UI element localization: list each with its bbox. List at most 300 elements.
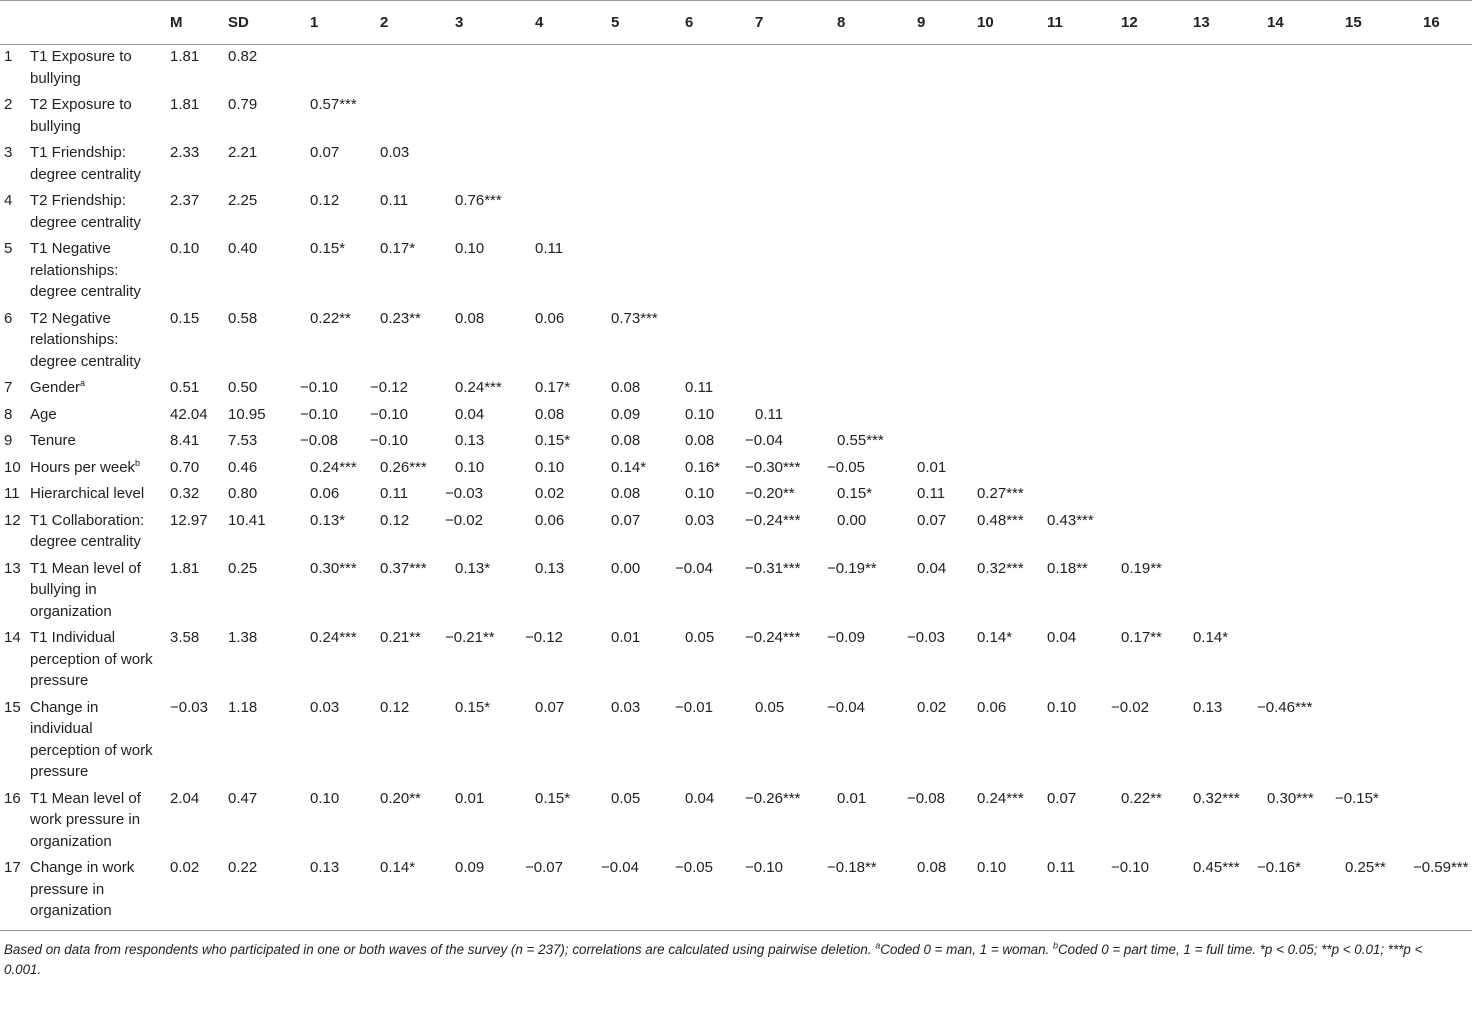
correlation-cell: 0.15* — [455, 698, 491, 716]
correlation-cell — [953, 456, 1023, 483]
correlation-cell — [587, 141, 661, 189]
column-header: 7 — [731, 1, 813, 45]
correlation-cell — [1399, 429, 1472, 456]
correlation-cell — [356, 93, 431, 141]
correlation-cell — [511, 141, 587, 189]
correlation-cell — [1243, 482, 1321, 509]
mean-cell: −0.03 — [170, 698, 208, 716]
row-label-text: Hierarchical level — [30, 485, 145, 502]
sd-cell: 10.41 — [228, 511, 266, 529]
correlation-cell: 0.23** — [380, 309, 421, 327]
row-label-text: T2 Exposure to bullying — [30, 96, 132, 135]
correlation-cell: 0.10 — [685, 485, 715, 502]
sd-cell: 0.50 — [228, 379, 258, 396]
correlation-cell: −0.46*** — [1257, 698, 1313, 716]
correlation-cell: 0.05 — [755, 698, 785, 716]
correlation-cell: −0.10 — [300, 405, 338, 423]
correlation-cell: 0.03 — [611, 698, 641, 716]
row-number: 7 — [4, 379, 13, 396]
correlation-cell — [893, 307, 953, 377]
correlation-cell: 0.24*** — [455, 379, 502, 396]
correlation-cell: 0.01 — [917, 458, 947, 476]
correlation-cell: 0.11 — [535, 240, 564, 257]
correlation-cell: 0.30*** — [1267, 789, 1314, 807]
correlation-cell: 0.07 — [917, 511, 947, 529]
correlation-cell: 0.06 — [310, 485, 340, 502]
correlation-cell — [1169, 403, 1243, 430]
correlation-cell — [813, 45, 893, 94]
correlation-cell — [953, 376, 1023, 403]
correlation-cell: 0.07 — [1047, 789, 1077, 807]
correlation-cell: 0.13 — [455, 432, 485, 449]
sd-cell: 0.25 — [228, 559, 258, 577]
correlation-cell — [587, 93, 661, 141]
column-header: 8 — [813, 1, 893, 45]
row-number: 6 — [4, 309, 13, 327]
correlation-cell — [1321, 429, 1399, 456]
correlation-cell: −0.19** — [827, 559, 877, 577]
footnote-sup-a: a — [875, 940, 881, 951]
column-header: 11 — [1023, 1, 1097, 45]
correlation-cell — [1399, 626, 1472, 696]
correlation-cell — [1097, 429, 1169, 456]
correlation-cell — [1243, 429, 1321, 456]
column-header: 10 — [953, 1, 1023, 45]
correlation-cell — [1321, 626, 1399, 696]
correlation-cell: 0.55*** — [837, 432, 884, 449]
correlation-cell: −0.30*** — [745, 458, 801, 476]
correlation-cell — [1399, 482, 1472, 509]
correlation-cell: 0.11 — [380, 485, 409, 502]
column-header: 14 — [1243, 1, 1321, 45]
row-number: 10 — [4, 458, 21, 476]
correlation-cell: 0.11 — [685, 379, 714, 396]
correlation-cell: −0.10 — [300, 379, 338, 396]
correlation-cell: 0.14* — [977, 629, 1013, 646]
correlation-cell: 0.08 — [535, 405, 565, 423]
mean-cell: 12.97 — [170, 511, 208, 529]
correlation-cell — [1399, 93, 1472, 141]
correlation-cell: −0.10 — [731, 856, 813, 930]
correlation-cell: −0.05 — [661, 856, 731, 930]
correlation-cell: −0.02 — [445, 511, 483, 529]
table-row — [0, 557, 1472, 627]
correlation-cell: 0.09 — [611, 405, 641, 423]
correlation-cell: 0.76*** — [455, 192, 502, 209]
correlation-cell: 0.05 — [611, 789, 641, 807]
correlation-cell: −0.02 — [1111, 698, 1149, 716]
correlation-cell: 0.03 — [685, 511, 715, 529]
correlation-cell — [587, 189, 661, 237]
correlation-cell — [731, 141, 813, 189]
correlation-cell — [1169, 189, 1243, 237]
correlation-cell: 0.26*** — [380, 458, 427, 476]
correlation-cell — [1169, 376, 1243, 403]
row-number: 5 — [4, 240, 13, 257]
correlation-cell — [953, 93, 1023, 141]
correlation-cell: 0.15* — [535, 789, 571, 807]
correlation-cell: −0.05 — [827, 458, 865, 476]
row-number: 2 — [4, 96, 13, 113]
correlation-cell: 0.04 — [1047, 629, 1077, 646]
row-label — [30, 482, 162, 509]
row-label — [30, 93, 162, 141]
correlation-cell — [1169, 141, 1243, 189]
row-label — [30, 189, 162, 237]
sd-cell: 1.38 — [228, 629, 258, 646]
correlation-cell: −0.10 — [370, 432, 408, 449]
correlation-cell: 0.30*** — [310, 559, 357, 577]
row-number: 14 — [4, 629, 21, 646]
correlation-cell: 0.04 — [917, 559, 947, 577]
correlation-cell — [1321, 509, 1399, 557]
correlation-cell — [731, 237, 813, 307]
mean-cell: 2.37 — [170, 192, 200, 209]
correlation-cell — [511, 45, 587, 94]
mean-cell: 1.81 — [170, 559, 200, 577]
row-label-text: T2 Friendship: degree centrality — [30, 192, 141, 231]
correlation-cell — [1321, 93, 1399, 141]
correlation-cell: −0.20** — [745, 485, 795, 502]
correlation-cell — [813, 93, 893, 141]
correlation-cell — [731, 93, 813, 141]
row-number: 9 — [4, 432, 13, 449]
correlation-cell — [1321, 376, 1399, 403]
correlation-cell: 0.01 — [611, 629, 641, 646]
correlation-cell — [1321, 403, 1399, 430]
correlation-cell — [1023, 456, 1097, 483]
correlation-cell: 0.00 — [837, 511, 867, 529]
correlation-cell — [1321, 696, 1399, 787]
correlation-cell — [1243, 237, 1321, 307]
correlation-cell: 0.11 — [380, 192, 409, 209]
correlation-cell: 0.06 — [977, 698, 1007, 716]
correlation-cell: 0.10 — [310, 789, 340, 807]
correlation-cell: −0.10 — [370, 405, 408, 423]
sd-cell: 0.82 — [228, 48, 258, 65]
correlation-cell: 0.27*** — [977, 485, 1024, 502]
sd-cell: 2.25 — [228, 192, 258, 209]
correlation-cell: 0.08 — [455, 309, 485, 327]
row-label — [30, 45, 162, 94]
correlation-cell: −0.21** — [445, 629, 495, 646]
correlation-cell — [1399, 509, 1472, 557]
correlation-cell: 0.15* — [837, 485, 873, 502]
correlation-cell — [1243, 376, 1321, 403]
correlation-cell — [1243, 456, 1321, 483]
correlation-cell — [1023, 189, 1097, 237]
correlation-cell: 0.08 — [893, 856, 953, 930]
row-label — [30, 237, 162, 307]
correlation-cell: 0.10 — [535, 458, 565, 476]
table-row — [0, 456, 1472, 483]
correlation-cell: 0.16* — [685, 458, 721, 476]
correlation-cell: −0.15* — [1335, 789, 1379, 807]
correlation-cell — [1321, 482, 1399, 509]
column-header: M — [162, 1, 218, 45]
correlation-cell: −0.09 — [827, 629, 865, 646]
correlation-cell — [1023, 237, 1097, 307]
correlation-cell: −0.18** — [813, 856, 893, 930]
correlation-cell: −0.24*** — [745, 629, 801, 646]
correlation-cell — [1097, 482, 1169, 509]
correlation-cell: 0.05 — [685, 629, 715, 646]
table-body — [0, 45, 1472, 931]
correlation-cell: 0.22** — [310, 309, 351, 327]
table-row — [0, 45, 1472, 94]
correlation-cell — [1399, 307, 1472, 377]
correlation-cell — [1169, 509, 1243, 557]
correlation-cell: 0.24*** — [310, 458, 357, 476]
row-number: 15 — [4, 698, 21, 716]
row-number: 16 — [4, 789, 21, 807]
correlation-cell: 0.11 — [755, 405, 784, 423]
correlation-cell: 0.03 — [310, 698, 340, 716]
correlation-cell: 0.17* — [535, 379, 571, 396]
correlation-cell — [893, 403, 953, 430]
correlation-cell — [893, 376, 953, 403]
correlation-cell: −0.10 — [1097, 856, 1169, 930]
correlation-cell — [661, 141, 731, 189]
correlation-cell — [1243, 509, 1321, 557]
correlation-cell: 0.00 — [611, 559, 641, 577]
column-header: 5 — [587, 1, 661, 45]
correlation-cell: 0.43*** — [1047, 511, 1094, 529]
correlation-cell: 0.03 — [380, 144, 410, 161]
correlation-cell: 0.14* — [356, 856, 431, 930]
correlation-cell: 0.08 — [611, 432, 641, 449]
correlation-cell: 0.07 — [535, 698, 565, 716]
sd-cell: 0.80 — [228, 485, 258, 502]
column-header: 15 — [1321, 1, 1399, 45]
correlation-cell: 0.14* — [1193, 629, 1229, 646]
correlation-cell: 0.12 — [310, 192, 340, 209]
sd-cell: 7.53 — [228, 432, 258, 449]
correlation-cell: 0.10 — [953, 856, 1023, 930]
row-label-text: T1 Friendship: degree centrality — [30, 144, 141, 183]
correlation-cell — [661, 93, 731, 141]
correlation-cell — [1399, 456, 1472, 483]
table-row — [0, 376, 1472, 403]
correlation-cell — [661, 237, 731, 307]
row-number: 4 — [4, 192, 13, 209]
correlation-cell — [1243, 626, 1321, 696]
column-header: 3 — [431, 1, 511, 45]
correlation-cell: 0.06 — [535, 511, 565, 529]
correlation-cell — [1169, 429, 1243, 456]
correlation-cell: −0.04 — [675, 559, 713, 577]
correlation-cell — [1097, 307, 1169, 377]
row-label — [30, 429, 162, 456]
table-row — [0, 626, 1472, 696]
correlation-cell — [813, 141, 893, 189]
sd-cell: 0.47 — [228, 789, 258, 807]
correlation-cell — [1023, 45, 1097, 94]
correlation-cell: 0.24*** — [310, 629, 357, 646]
mean-cell: 0.02 — [162, 856, 218, 930]
correlation-cell — [893, 189, 953, 237]
correlation-cell — [1243, 93, 1321, 141]
correlation-cell: 0.10 — [455, 240, 485, 257]
correlation-cell — [661, 189, 731, 237]
correlation-cell — [1169, 45, 1243, 94]
correlation-cell: 0.13 — [535, 559, 565, 577]
correlation-cell: 0.22** — [1121, 789, 1162, 807]
column-header: 4 — [511, 1, 587, 45]
correlation-cell — [813, 237, 893, 307]
correlation-cell — [731, 307, 813, 377]
row-label-text: T1 Collaboration: degree centrality — [30, 511, 145, 550]
footnote-sup-b: b — [1053, 940, 1059, 951]
row-label-text: T1 Individual perception of work pressure — [30, 629, 153, 689]
correlation-cell — [1097, 237, 1169, 307]
correlation-cell: 0.04 — [685, 789, 715, 807]
row-number: 17 — [0, 856, 30, 930]
correlation-cell — [813, 376, 893, 403]
correlation-cell: −0.01 — [675, 698, 713, 716]
sd-cell: 10.95 — [228, 405, 266, 423]
table-row — [0, 189, 1472, 237]
correlation-cell: −0.07 — [511, 856, 587, 930]
correlation-cell: 0.10 — [685, 405, 715, 423]
row-label-text: Hours per week — [30, 458, 136, 476]
sd-cell: 1.18 — [228, 698, 258, 716]
correlation-cell — [1321, 189, 1399, 237]
correlation-cell — [1097, 45, 1169, 94]
row-label — [30, 141, 162, 189]
correlation-cell — [1243, 189, 1321, 237]
row-number: 12 — [4, 511, 21, 529]
correlation-cell: 0.15* — [535, 432, 571, 449]
row-label — [30, 403, 162, 430]
correlation-cell: −0.24*** — [745, 511, 801, 529]
correlation-cell: −0.16* — [1243, 856, 1321, 930]
correlation-cell: 0.19** — [1121, 559, 1162, 577]
correlation-cell — [1169, 482, 1243, 509]
correlation-cell: 0.09 — [431, 856, 511, 930]
column-header: 9 — [893, 1, 953, 45]
row-number: 1 — [4, 48, 13, 65]
correlation-cell — [661, 45, 731, 94]
row-label-footnote-mark: a — [80, 378, 86, 388]
footnote-part1: Based on data from respondents who participated in one or both waves of the survey (n = 237); correlations are calculated using pairwise deletion. — [4, 941, 876, 957]
table-row — [0, 509, 1472, 557]
sd-cell: 0.58 — [228, 309, 258, 327]
correlation-cell — [431, 45, 511, 94]
row-label-text: T2 Negative relationships: degree centrality — [30, 309, 141, 370]
correlation-cell — [1023, 403, 1097, 430]
correlation-cell: 0.20** — [380, 789, 421, 807]
correlation-cell: 0.32*** — [977, 559, 1024, 577]
row-label-text: T1 Mean level of work pressure in organization — [30, 789, 141, 850]
row-label-text: T1 Exposure to bullying — [30, 48, 132, 87]
correlation-cell: 0.12 — [380, 511, 410, 529]
correlation-cell: 0.45*** — [1169, 856, 1243, 930]
mean-cell: 1.81 — [170, 48, 200, 65]
table-row — [0, 696, 1472, 787]
correlation-cell — [511, 93, 587, 141]
mean-cell: 2.33 — [170, 144, 200, 161]
row-label-text: Change in individual perception of work pressure — [30, 698, 153, 780]
correlation-cell — [1169, 307, 1243, 377]
correlation-cell — [813, 307, 893, 377]
correlation-cell — [953, 237, 1023, 307]
correlation-cell — [1243, 45, 1321, 94]
mean-cell: 2.04 — [170, 789, 200, 807]
row-label-text: Age — [30, 405, 57, 423]
correlation-cell: 0.11 — [917, 485, 946, 502]
table-row — [0, 856, 1472, 930]
correlation-cell — [356, 45, 431, 94]
correlation-cell — [1321, 456, 1399, 483]
row-label-text: T1 Negative relationships: degree centrality — [30, 240, 141, 300]
correlation-cell — [953, 403, 1023, 430]
correlation-cell — [1097, 189, 1169, 237]
correlation-cell — [731, 189, 813, 237]
table-row — [0, 482, 1472, 509]
correlation-cell — [1097, 93, 1169, 141]
correlation-cell — [1399, 696, 1472, 787]
correlation-cell — [661, 307, 731, 377]
row-number: 8 — [4, 405, 13, 423]
correlation-cell — [1399, 376, 1472, 403]
correlation-cell — [431, 141, 511, 189]
correlation-cell: 0.12 — [380, 698, 410, 716]
correlation-cell: 0.06 — [535, 309, 565, 327]
correlation-cell: 0.07 — [611, 511, 641, 529]
row-label — [30, 557, 162, 627]
correlation-cell: 0.24*** — [977, 789, 1024, 807]
correlation-cell — [1023, 429, 1097, 456]
correlation-cell — [731, 45, 813, 94]
row-label-text: Tenure — [30, 432, 76, 449]
correlation-cell: −0.08 — [300, 432, 338, 449]
correlation-cell — [1097, 141, 1169, 189]
correlation-cell — [953, 189, 1023, 237]
table-row — [0, 93, 1472, 141]
correlation-cell — [1097, 376, 1169, 403]
row-label — [30, 307, 162, 377]
correlation-cell: 0.13* — [310, 511, 346, 529]
correlation-cell: −0.04 — [827, 698, 865, 716]
correlation-cell: 0.17** — [1121, 629, 1162, 646]
table-row — [0, 787, 1472, 857]
correlation-cell: −0.12 — [370, 379, 408, 396]
row-label-footnote-mark: b — [135, 457, 141, 468]
correlation-cell — [1399, 403, 1472, 430]
correlation-cell — [893, 93, 953, 141]
correlation-cell: 0.13 — [286, 856, 356, 930]
correlation-cell — [731, 376, 813, 403]
correlation-cell: −0.26*** — [745, 789, 801, 807]
correlation-cell — [1023, 376, 1097, 403]
mean-cell: 3.58 — [170, 629, 200, 646]
correlation-cell — [1023, 482, 1097, 509]
correlation-cell — [953, 307, 1023, 377]
correlation-cell: 0.08 — [685, 432, 715, 449]
correlation-cell: 0.73*** — [611, 309, 658, 327]
correlation-cell — [587, 237, 661, 307]
mean-cell: 0.10 — [170, 240, 200, 257]
sd-cell: 0.79 — [228, 96, 258, 113]
correlation-cell — [1169, 93, 1243, 141]
correlation-cell — [1399, 141, 1472, 189]
correlation-cell: 0.02 — [535, 485, 565, 502]
row-number: 3 — [4, 144, 13, 161]
row-number: 11 — [4, 485, 20, 502]
correlation-cell: 0.08 — [611, 379, 641, 396]
row-number: 13 — [4, 559, 21, 577]
